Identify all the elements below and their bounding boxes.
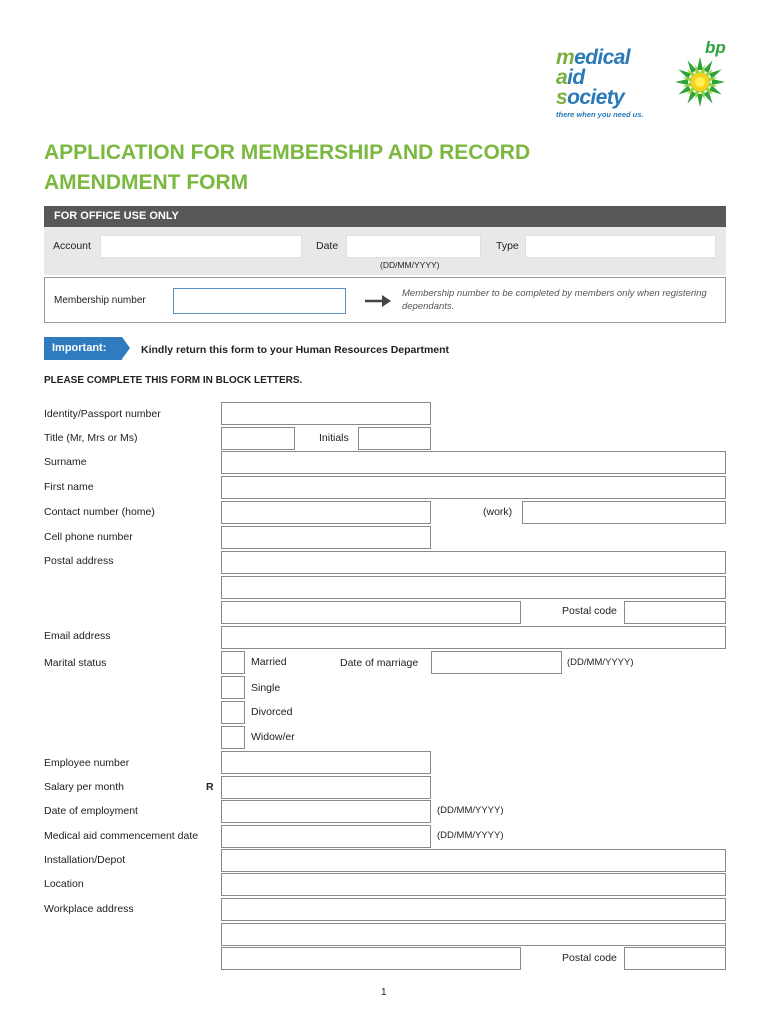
workplace-address-line1[interactable]: [221, 898, 726, 921]
employee-number-input[interactable]: [221, 751, 431, 774]
marriage-date-format: (DD/MM/YYYY): [567, 657, 634, 668]
bp-wordmark: bp: [705, 38, 726, 57]
form-title: APPLICATION FOR MEMBERSHIP AND RECORD AMENDMENT FORM: [44, 141, 531, 194]
married-checkbox[interactable]: [221, 651, 245, 674]
first-name-label: First name: [44, 481, 94, 493]
membership-note: Membership number to be completed by members only when registering dependants.: [402, 288, 707, 312]
married-label: Married: [251, 656, 287, 668]
date-of-marriage-input[interactable]: [431, 651, 562, 674]
divorced-label: Divorced: [251, 706, 293, 718]
email-label: Email address: [44, 630, 111, 642]
id-passport-input[interactable]: [221, 402, 431, 425]
surname-input[interactable]: [221, 451, 726, 474]
marital-status-label: Marital status: [44, 657, 107, 669]
office-use-panel: [44, 227, 726, 275]
surname-label: Surname: [44, 456, 87, 468]
medical-aid-society-logo: medical aid society there when you need us.: [556, 48, 666, 119]
date-of-marriage-label: Date of marriage: [340, 657, 419, 669]
office-date-format: (DD/MM/YYYY): [380, 260, 440, 270]
postal-address-line3[interactable]: [221, 601, 521, 624]
divorced-checkbox[interactable]: [221, 701, 245, 724]
workplace-address-line2[interactable]: [221, 923, 726, 946]
installation-depot-input[interactable]: [221, 849, 726, 872]
contact-home-input[interactable]: [221, 501, 431, 524]
postal-code-input[interactable]: [624, 601, 726, 624]
arrow-right-icon: [365, 295, 391, 307]
postal-address-line1[interactable]: [221, 551, 726, 574]
work-label: (work): [483, 506, 513, 518]
type-input[interactable]: [525, 235, 716, 258]
date-of-employment-label: Date of employment: [44, 805, 138, 817]
membership-number-label: Membership number: [54, 295, 146, 306]
office-use-header: FOR OFFICE USE ONLY: [44, 206, 726, 227]
location-input[interactable]: [221, 873, 726, 896]
membership-panel: [44, 277, 726, 323]
contact-home-label: Contact number (home): [44, 506, 155, 518]
salary-input[interactable]: [221, 776, 431, 799]
salary-label: Salary per month: [44, 781, 124, 793]
postal-address-line2[interactable]: [221, 576, 726, 599]
postal-code-label: Postal code: [562, 605, 617, 617]
workplace-address-label: Workplace address: [44, 903, 134, 915]
location-label: Location: [44, 878, 84, 890]
office-date-input[interactable]: [346, 235, 481, 258]
initials-input[interactable]: [358, 427, 431, 450]
postal-address-label: Postal address: [44, 555, 114, 567]
important-tag: Important:: [44, 337, 130, 360]
employment-date-format: (DD/MM/YYYY): [437, 805, 504, 816]
cell-phone-input[interactable]: [221, 526, 431, 549]
commencement-date-input[interactable]: [221, 825, 431, 848]
type-label: Type: [496, 240, 519, 252]
workplace-address-line3[interactable]: [221, 947, 521, 970]
page-number: 1: [381, 987, 387, 998]
single-label: Single: [251, 682, 281, 694]
employee-number-label: Employee number: [44, 757, 130, 769]
first-name-input[interactable]: [221, 476, 726, 499]
email-input[interactable]: [221, 626, 726, 649]
workplace-postal-code-input[interactable]: [624, 947, 726, 970]
currency-symbol: R: [206, 781, 214, 793]
logo-tagline: there when you need us.: [556, 110, 644, 119]
contact-work-input[interactable]: [522, 501, 726, 524]
membership-number-input[interactable]: [173, 288, 346, 314]
cell-phone-label: Cell phone number: [44, 531, 133, 543]
widow-checkbox[interactable]: [221, 726, 245, 749]
workplace-postal-code-label: Postal code: [562, 952, 617, 964]
commencement-date-format: (DD/MM/YYYY): [437, 830, 504, 841]
account-label: Account: [53, 240, 91, 252]
important-text: Kindly return this form to your Human Resources Department: [141, 344, 450, 356]
title-label: Title (Mr, Mrs or Ms): [44, 432, 138, 444]
block-letters-instruction: PLEASE COMPLETE THIS FORM IN BLOCK LETTERS.: [44, 375, 303, 386]
widow-label: Widow/er: [251, 731, 295, 743]
installation-depot-label: Installation/Depot: [44, 854, 126, 866]
title-input[interactable]: [221, 427, 295, 450]
id-passport-label: Identity/Passport number: [44, 408, 161, 420]
account-input[interactable]: [100, 235, 302, 258]
date-of-employment-input[interactable]: [221, 800, 431, 823]
bp-helios-icon: [672, 56, 728, 108]
initials-label: Initials: [319, 432, 349, 444]
office-date-label: Date: [316, 240, 339, 252]
single-checkbox[interactable]: [221, 676, 245, 699]
commencement-date-label: Medical aid commencement date: [44, 830, 199, 842]
